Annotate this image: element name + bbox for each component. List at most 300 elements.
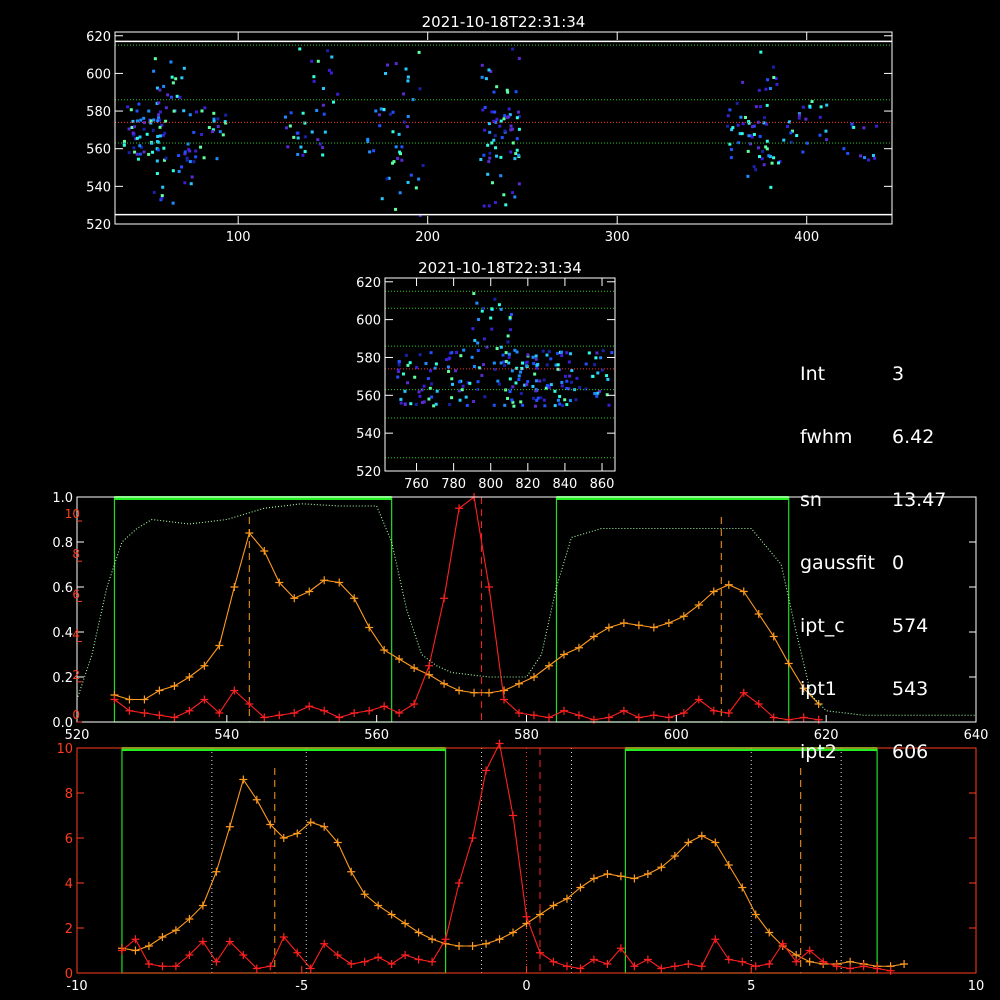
heatmap-pixel — [503, 404, 506, 407]
heatmap-pixel — [575, 377, 578, 380]
heatmap-pixel — [450, 377, 453, 380]
heatmap-pixel — [549, 357, 552, 360]
heatmap-pixel — [430, 351, 433, 354]
info-row-ipt2 — [800, 742, 946, 763]
y-tick-label: 560 — [356, 389, 381, 405]
data-point-red — [347, 960, 355, 968]
heatmap-pixel — [153, 191, 156, 194]
heatmap-pixel — [543, 379, 546, 382]
heatmap-pixel — [421, 401, 424, 404]
heatmap-pixel — [502, 354, 505, 357]
data-point-red — [509, 812, 517, 820]
heatmap-pixel — [568, 360, 571, 363]
x-tick-label: -10 — [66, 979, 88, 994]
heatmap-pixel — [747, 134, 750, 137]
heatmap-pixel — [602, 349, 605, 352]
data-point-red — [374, 953, 382, 961]
heatmap-pixel — [191, 175, 194, 178]
heatmap-pixel — [133, 125, 136, 128]
data-point-red — [380, 702, 388, 710]
heatmap-pixel — [415, 186, 418, 189]
heatmap-pixel — [795, 134, 798, 137]
y-tick-label: 620 — [356, 275, 381, 291]
heatmap-pixel — [766, 78, 769, 81]
heatmap-pixel — [481, 310, 484, 313]
heatmap-pixel — [495, 155, 498, 158]
heatmap-pixel — [448, 403, 451, 406]
heatmap-pixel — [767, 154, 770, 157]
data-point-orange — [725, 861, 733, 869]
heatmap-pixel — [517, 111, 520, 114]
heatmap-pixel — [430, 382, 433, 385]
data-point-orange — [347, 868, 355, 876]
heatmap-pixel — [772, 76, 775, 79]
heatmap-pixel — [418, 395, 421, 398]
y-tick-label: 8 — [64, 787, 73, 802]
heatmap-pixel — [368, 150, 371, 153]
heatmap-pixel — [400, 159, 403, 162]
data-point-orange — [212, 868, 220, 876]
info-row-ipt1 — [800, 679, 946, 700]
heatmap-pixel — [759, 51, 762, 54]
info-key: Int — [800, 363, 826, 385]
heatmap-pixel — [392, 160, 395, 163]
data-point-red — [410, 700, 418, 708]
heatmap-pixel — [818, 134, 821, 137]
heatmap-pixel — [509, 316, 512, 319]
heatmap-pixel — [489, 317, 492, 320]
heatmap-pixel — [596, 392, 599, 395]
heatmap-pixel — [775, 83, 778, 86]
heatmap-pixel — [152, 129, 155, 132]
heatmap-pixel — [143, 128, 146, 131]
heatmap-pixel — [317, 60, 320, 63]
data-point-orange — [158, 933, 166, 941]
x-tick-label: 820 — [515, 477, 541, 492]
heatmap-pixel — [450, 351, 453, 354]
heatmap-pixel — [427, 398, 430, 401]
info-row-int — [800, 364, 946, 385]
data-point-orange — [470, 689, 478, 697]
heatmap-pixel — [203, 156, 206, 159]
heatmap-pixel — [596, 371, 599, 374]
heatmap-pixel — [311, 130, 314, 133]
data-point-red — [711, 935, 719, 943]
heatmap-pixel — [731, 126, 734, 129]
heatmap-pixel — [517, 154, 520, 157]
heatmap-pixel — [132, 146, 135, 149]
heatmap-pixel — [490, 110, 493, 113]
data-point-red — [155, 711, 163, 719]
data-point-red — [563, 962, 571, 970]
data-point-red — [361, 958, 369, 966]
heatmap-pixel — [203, 106, 206, 109]
heatmap-pixel — [459, 354, 462, 357]
data-point-orange — [770, 633, 778, 641]
heatmap-pixel — [525, 364, 528, 367]
y-tick-label: 0.6 — [52, 581, 73, 596]
data-point-orange — [215, 642, 223, 650]
heatmap-pixel — [222, 133, 225, 136]
heatmap-pixel — [455, 351, 458, 354]
data-point-orange — [644, 870, 652, 878]
heatmap-pixel — [395, 62, 398, 65]
heatmap-pixel — [483, 129, 486, 132]
heatmap-pixel — [200, 133, 203, 136]
heatmap-pixel — [285, 126, 288, 129]
heatmap-pixel — [216, 117, 219, 120]
heatmap-pixel — [765, 123, 768, 126]
heatmap-pixel — [508, 353, 511, 356]
data-point-red — [425, 662, 433, 670]
heatmap-pixel — [495, 118, 498, 121]
data-point-orange — [320, 576, 328, 584]
heatmap-pixel — [593, 363, 596, 366]
info-row-gaussfit — [800, 553, 946, 574]
heatmap-pixel — [772, 156, 775, 159]
info-value: 606 — [892, 741, 929, 763]
heatmap-pixel — [574, 398, 577, 401]
heatmap-pixel — [769, 87, 772, 90]
y-tick-label: 600 — [86, 67, 111, 83]
heatmap-pixel — [417, 178, 420, 181]
heatmap-pixel — [389, 113, 392, 116]
data-point-orange — [185, 673, 193, 681]
y-tick-label-red: 2 — [72, 667, 80, 682]
data-point-red — [523, 913, 531, 921]
x-tick-label: 580 — [514, 728, 539, 743]
heatmap-pixel — [867, 158, 870, 161]
heatmap-pixel — [801, 151, 804, 154]
heatmap-pixel — [825, 104, 828, 107]
heatmap-pixel — [154, 57, 157, 60]
heatmap-pixel — [157, 148, 160, 151]
heatmap-pixel — [385, 177, 388, 180]
heatmap-pixel — [296, 153, 299, 156]
heatmap-pixel — [561, 384, 564, 387]
heatmap-pixel — [526, 361, 529, 364]
data-point-red — [710, 707, 718, 715]
heatmap-pixel — [471, 327, 474, 330]
heatmap-pixel — [872, 154, 875, 157]
heatmap-pixel — [507, 361, 510, 364]
heatmap-pixel — [164, 157, 167, 160]
data-point-orange — [590, 633, 598, 641]
heatmap-pixel — [764, 88, 767, 91]
heatmap-pixel — [539, 396, 542, 399]
data-point-red — [590, 956, 598, 964]
heatmap-pixel — [532, 362, 535, 365]
data-point-orange — [200, 662, 208, 670]
heatmap-pixel — [485, 77, 488, 80]
heatmap-pixel — [451, 383, 454, 386]
heatmap-pixel — [548, 350, 551, 353]
heatmap-pixel — [398, 151, 401, 154]
heatmap-pixel — [730, 148, 733, 151]
series-line-red — [114, 497, 818, 720]
heatmap-pixel — [493, 111, 496, 114]
y-tick-label: 2 — [64, 922, 73, 937]
heatmap-pixel — [299, 146, 302, 149]
y-tick-label: 1.0 — [52, 491, 73, 506]
fit-info-panel — [800, 322, 946, 784]
heatmap-pixel — [516, 149, 519, 152]
heatmap-pixel — [162, 147, 165, 150]
data-point-red — [482, 767, 490, 775]
heatmap-pixel — [513, 157, 516, 160]
x-tick-label: 860 — [589, 477, 615, 492]
heatmap-pixel — [511, 385, 514, 388]
data-point-orange — [145, 942, 153, 950]
data-point-orange — [226, 823, 234, 831]
x-tick-label: 560 — [364, 728, 390, 743]
heatmap-pixel — [550, 383, 553, 386]
heatmap-pixel — [330, 71, 333, 74]
data-point-orange — [738, 884, 746, 892]
heatmap-pixel — [499, 174, 502, 177]
heatmap-pixel — [395, 145, 398, 148]
heatmap-pixel — [192, 131, 195, 134]
heatmap-pixel — [301, 154, 304, 157]
data-point-red — [145, 960, 153, 968]
data-point-orange — [253, 796, 261, 804]
data-point-red — [576, 965, 584, 973]
data-point-red — [665, 714, 673, 722]
heatmap-pixel — [133, 151, 136, 154]
heatmap-pixel — [194, 150, 197, 153]
data-point-red — [395, 709, 403, 717]
heatmap-pixel — [391, 130, 394, 133]
heatmap-pixel — [538, 380, 541, 383]
heatmap-pixel — [764, 145, 767, 148]
heatmap-pixel — [217, 125, 220, 128]
heatmap-pixel — [753, 133, 756, 136]
data-point-orange — [365, 624, 373, 632]
heatmap-pixel — [399, 191, 402, 194]
heatmap-pixel — [161, 186, 164, 189]
heatmap-pixel — [410, 174, 413, 177]
heatmap-pixel — [534, 405, 537, 408]
heatmap-pixel — [862, 126, 865, 129]
heatmap-pixel — [736, 102, 739, 105]
data-point-red — [644, 956, 652, 964]
data-point-orange — [536, 911, 544, 919]
data-point-red — [455, 504, 463, 512]
data-point-orange — [785, 660, 793, 668]
heatmap-pixel — [477, 380, 480, 383]
heatmap-pixel — [570, 369, 573, 372]
heatmap-pixel — [518, 182, 521, 185]
heatmap-pixel — [610, 351, 613, 354]
heatmap-pixel — [157, 113, 160, 116]
heatmap-pixel — [508, 108, 511, 111]
heatmap-pixel — [730, 156, 733, 159]
heatmap-pixel — [535, 379, 538, 382]
heatmap-pixel — [161, 194, 164, 197]
heatmap-pixel — [481, 64, 484, 67]
y-tick-label: 600 — [356, 313, 381, 329]
heatmap-pixel — [374, 109, 377, 112]
heatmap-pixel — [493, 404, 496, 407]
heatmap-pixel — [746, 175, 749, 178]
heatmap-pixel — [747, 150, 750, 153]
heatmap-pixel — [595, 351, 598, 354]
heatmap-pixel — [755, 105, 758, 108]
heatmap-pixel — [514, 152, 517, 155]
heatmap-pixel — [494, 134, 497, 137]
heatmap-pixel — [753, 165, 756, 168]
heatmap-pixel — [419, 353, 422, 356]
heatmap-pixel — [176, 95, 179, 98]
data-point-orange — [380, 646, 388, 654]
data-point-red — [170, 714, 178, 722]
y-tick-label: 560 — [86, 142, 111, 158]
heatmap-pixel — [503, 114, 506, 117]
data-point-orange — [630, 875, 638, 883]
heatmap-pixel — [184, 150, 187, 153]
heatmap-pixel — [480, 374, 483, 377]
heatmap-pixel — [183, 181, 186, 184]
data-point-orange — [485, 689, 493, 697]
heatmap-pixel — [488, 204, 491, 207]
heatmap-pixel — [398, 363, 401, 366]
heatmap-pixel — [751, 125, 754, 128]
heatmap-pixel — [123, 144, 126, 147]
heatmap-pixel — [546, 384, 549, 387]
plot-area — [385, 278, 615, 471]
heatmap-pixel — [156, 172, 159, 175]
heatmap-pixel — [506, 397, 509, 400]
heatmap-pixel — [336, 93, 339, 96]
heatmap-pixel — [766, 140, 769, 143]
data-point-orange — [455, 687, 463, 695]
data-point-orange — [900, 960, 908, 968]
heatmap-pixel — [558, 403, 561, 406]
heatmap-pixel — [422, 164, 425, 167]
heatmap-pixel — [512, 405, 515, 408]
x-tick-label: 200 — [415, 230, 441, 245]
heatmap-pixel — [313, 80, 316, 83]
heatmap-pixel — [454, 369, 457, 372]
heatmap-pixel — [384, 72, 387, 75]
series-line-orange — [114, 533, 818, 704]
x-tick-label: 540 — [214, 728, 240, 743]
data-point-red — [887, 967, 895, 975]
heatmap-pixel — [503, 117, 506, 120]
heatmap-pixel — [510, 313, 513, 316]
heatmap-pixel — [324, 131, 327, 134]
heatmap-pixel — [798, 117, 801, 120]
x-tick-label: 840 — [552, 477, 578, 492]
data-point-red — [158, 962, 166, 970]
heatmap-pixel — [726, 125, 729, 128]
heatmap-pixel — [519, 371, 522, 374]
heatmap-pixel — [757, 146, 760, 149]
heatmap-pixel — [424, 362, 427, 365]
heatmap-pixel — [850, 122, 853, 125]
heatmap-pixel — [450, 396, 453, 399]
heatmap-pixel — [502, 193, 505, 196]
y-tick-label: 4 — [64, 877, 73, 892]
heatmap-pixel — [761, 150, 764, 153]
heatmap-pixel — [180, 76, 183, 79]
heatmap-pixel — [789, 131, 792, 134]
heatmap-pixel — [486, 144, 489, 147]
data-point-red — [575, 711, 583, 719]
data-point-orange — [545, 662, 553, 670]
info-row-ipt-c — [800, 616, 946, 637]
heatmap-pixel — [128, 127, 131, 130]
data-point-red — [657, 965, 665, 973]
heatmap-pixel — [543, 399, 546, 402]
data-point-orange — [440, 680, 448, 688]
data-point-red — [442, 935, 450, 943]
heatmap-pixel — [859, 154, 862, 157]
heatmap-pixel — [488, 131, 491, 134]
heatmap-pixel — [505, 351, 508, 354]
heatmap-pixel — [532, 397, 535, 400]
data-point-red — [275, 711, 283, 719]
heatmap-pixel — [292, 136, 295, 139]
y-tick-label-red: 0 — [72, 708, 80, 722]
data-point-red — [428, 958, 436, 966]
heatmap-pixel — [494, 201, 497, 204]
heatmap-pixel — [516, 350, 519, 353]
heatmap-pixel — [312, 75, 315, 78]
x-tick-label: 600 — [663, 728, 689, 743]
heatmap-pixel — [520, 392, 523, 395]
heatmap-pixel — [477, 318, 480, 321]
heatmap-pixel — [131, 120, 134, 123]
heatmap-pixel — [208, 126, 211, 129]
heatmap-pixel — [492, 91, 495, 94]
data-point-red — [545, 714, 553, 722]
heatmap-pixel — [407, 181, 410, 184]
heatmap-pixel — [162, 85, 165, 88]
heatmap-pixel — [802, 106, 805, 109]
heatmap-pixel — [482, 363, 485, 366]
data-point-red — [365, 707, 373, 715]
heatmap-pixel — [298, 47, 301, 50]
heatmap-pixel — [135, 110, 138, 113]
heatmap-pixel — [842, 147, 845, 150]
y-tick-label: 540 — [86, 180, 111, 196]
heatmap-pixel — [472, 292, 475, 295]
heatmap-pixel — [396, 376, 399, 379]
heatmap-pixel — [824, 130, 827, 133]
heatmap-pixel — [595, 395, 598, 398]
heatmap-pixel — [447, 370, 450, 373]
heatmap-pixel — [172, 81, 175, 84]
heatmap-pixel — [545, 354, 548, 357]
heatmap-pixel — [759, 105, 762, 108]
heatmap-pixel — [170, 96, 173, 99]
data-point-orange — [170, 682, 178, 690]
data-point-red — [350, 709, 358, 717]
data-point-orange — [500, 687, 508, 695]
chart-title: 2021-10-18T22:31:34 — [418, 259, 582, 277]
heatmap-pixel — [159, 110, 162, 113]
heatmap-pixel — [409, 402, 412, 405]
heatmap-pixel — [192, 160, 195, 163]
heatmap-pixel — [310, 60, 313, 63]
data-point-red — [560, 707, 568, 715]
data-point-red — [530, 711, 538, 719]
data-point-red — [440, 594, 448, 602]
data-point-red — [415, 956, 423, 964]
heatmap-pixel — [172, 169, 175, 172]
data-point-orange — [401, 920, 409, 928]
